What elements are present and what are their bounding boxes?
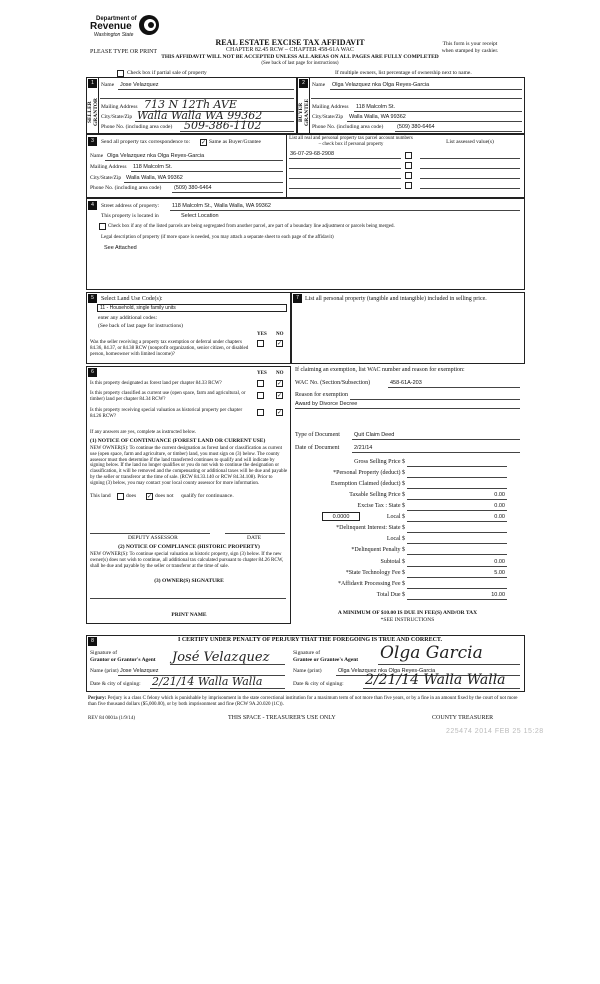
grantor-signature[interactable]: José Velazquez (172, 650, 270, 665)
total-due-label: Total Due $ (376, 592, 405, 598)
grantee-sig-label-2: Grantee or Grantee's Agent (293, 657, 359, 663)
land-use-no-header: NO (276, 332, 284, 337)
tax-corr-mailing[interactable]: 118 Malcolm St. (133, 164, 173, 170)
buyer-mailing-label: Mailing Address (312, 104, 349, 110)
located-in-label: This property is located in (101, 213, 159, 219)
wac-number[interactable]: 458-61A-203 (390, 380, 422, 386)
grantee-sig-label-1: Signature of (293, 650, 321, 656)
excise-state[interactable]: 0.00 (494, 503, 505, 509)
subtotal[interactable]: 0.00 (494, 559, 505, 565)
assessed-header: List assessed value(s) (446, 139, 494, 145)
tax-corr-mailing-label: Mailing Address (90, 164, 127, 170)
logo-dept: Department of (96, 16, 137, 22)
does-label: does (126, 493, 137, 499)
local-tax-label: Local $ (386, 514, 405, 520)
buyer-phone-label: Phone No. (including area code) (312, 124, 384, 130)
county-treasurer-label: COUNTY TREASURER (432, 715, 494, 721)
section-2-number: 2 (299, 79, 308, 88)
certify-statement: I CERTIFY UNDER PENALTY OF PERJURY THAT THE FOREGOING IS TRUE AND CORRECT. (177, 637, 442, 643)
total-due[interactable]: 10.00 (491, 592, 505, 598)
land-use-code: 11 - Household, single family units (100, 305, 176, 311)
tax-corr-name[interactable]: Olga Velazquez nka Olga Reyes-Garcia (107, 153, 205, 159)
parcel-header: List all real and personal property tax parcel account numbers – check box if personal property (289, 136, 413, 147)
forest-q1-no[interactable]: ✓ (277, 380, 283, 387)
grantor-sig-label-2: Grantor or Grantor's Agent (90, 657, 156, 663)
logo-state: Washington State (94, 32, 134, 38)
perjury-text: Perjury is a class C felony which is punishable by imprisonment in the state correctional institution for a maximum term of not more than five years, or by a fine in an amount fixed by the court of not more than five thousand dollars ($5,000.00), or by both imprisonment and fine (RCW 9A.20.020 (1C)). (88, 696, 518, 707)
treasurer-use-only: THIS SPACE - TREASURER'S USE ONLY (228, 715, 336, 721)
tech-fee-label: *State Technology Fee $ (345, 570, 405, 576)
type-or-print: PLEASE TYPE OR PRINT (90, 49, 158, 55)
does-checkbox[interactable] (117, 493, 124, 500)
doc-type[interactable]: Quit Claim Deed (354, 432, 395, 438)
see-instructions-note: *SEE INSTRUCTIONS (380, 617, 435, 623)
taxable-price-label: Taxable Selling Price $ (349, 492, 405, 498)
forest-q3-no[interactable]: ✓ (277, 409, 283, 416)
forest-q3: Is this property receiving special valuation as historical property per chapter 84.26 RCW? (90, 408, 243, 419)
owner-signature-label: (3) OWNER(S) SIGNATURE (154, 578, 224, 584)
delinquent-penalty-label: *Delinquent Penalty $ (351, 547, 405, 553)
legal-description-label: Legal description of property (if more space is needed, you may attach a separate sheet to each page of the affidavit) (101, 235, 334, 240)
tax-corr-city-label: City/State/Zip (90, 175, 122, 181)
forest-q1: Is this property designated as forest land per chapter 84.33 RCW? (90, 381, 222, 386)
excise-state-label: Excise Tax : State $ (357, 503, 405, 509)
parcel-1-personal-checkbox[interactable] (405, 152, 412, 159)
section-3-number: 3 (88, 137, 97, 146)
street-address[interactable]: 118 Malcolm St., Walla Walla, WA 99362 (172, 203, 271, 209)
print-name-label: PRINT NAME (171, 612, 207, 618)
dor-logo (90, 14, 170, 44)
seller-city-label: City/State/Zip (101, 114, 133, 120)
grantee-name[interactable]: Olga Velazquez nka Olga Reyes-Garcia (338, 668, 436, 674)
forest-if-yes: If any answers are yes, complete as instructed below. (90, 430, 197, 435)
notice-1-body: NEW OWNER(S): To continue the current designation as forest land or classification as current use (open space, farm and agriculture, or timber) land, you must sign on (3) below. The county assessor must then determine if the land transferred continues to qualify and will indicate by signing below. If the land no longer qualifies or you do not wish to continue the designation or classification, it will be removed and the compensating or additional taxes will be due and payable by the seller or transferor at the time of sale. (RCW 84.33.140 or RCW 84.34.108). Prior to signing (3) below, you may contact your local county assessor for more information. (90, 446, 288, 486)
grantor-sig-label-1: Signature of (90, 650, 118, 656)
seller-side-label: SELLER GRANTOR (87, 98, 99, 127)
section-1-number: 1 (88, 79, 97, 88)
seller-phone[interactable]: 509-386-1102 (184, 119, 262, 132)
legal-description[interactable]: See Attached (104, 245, 137, 251)
grantee-name-label: Name (print) (293, 668, 322, 674)
tax-corr-city[interactable]: Walla Walla, WA 99362 (126, 175, 183, 181)
section-8-number: 8 (88, 637, 97, 646)
multiple-owners-note: If multiple owners, list percentage of ownership next to name. (335, 70, 472, 76)
land-use-yes-header: YES (257, 332, 267, 337)
forest-no-header: NO (276, 371, 284, 376)
minimum-due-note: A MINIMUM OF $10.00 IS DUE IN FEE(S) AND/OR TAX (337, 610, 478, 616)
seller-mailing-label: Mailing Address (101, 104, 138, 110)
grantor-date-label: Date & city of signing: (90, 681, 141, 687)
exemption-reason[interactable]: Award by Divorce Decree (295, 401, 358, 407)
forest-q1-yes[interactable] (257, 380, 264, 387)
forest-q2: Is this property classified as current use (open space, farm and agricultural, or timber) land per chapter 84.34 RCW? (90, 391, 246, 402)
buyer-name[interactable]: Olga Velazquez nka Olga Reyes-Garcia (332, 82, 430, 88)
additional-codes-label: enter any additional codes: (98, 315, 158, 321)
partial-sale-label: Check box if partial sale of property (127, 70, 207, 76)
notice-2-body: NEW OWNER(S): To continue special valuation as historic property, sign (3) below. If the new owner(s) does not wish to continue, all additional tax calculated pursuant to chapter 84.26 RCW, shall be due and payable by the seller or transferor at the time of sale. (90, 552, 284, 569)
personal-property-deduct-label: *Personal Property (deduct) $ (333, 470, 405, 476)
exemption-question: Was the seller receiving a property tax exemption or deferral under chapters 84.36, 84.37, or 84.38 RCW (nonprofit organization, senior citizen, or disabled person, homeowner with limited income)? (90, 340, 249, 357)
seller-name[interactable]: Jose Velazquez (120, 82, 159, 88)
section-5-number: 5 (88, 294, 97, 303)
treasurer-stamp: 225474 2014 FEB 25 15:28 (446, 728, 544, 735)
logo-revenue: Revenue (90, 21, 132, 32)
same-as-buyer-checkbox[interactable]: ✓ (201, 139, 207, 146)
does-not-checkbox[interactable]: ✓ (147, 493, 153, 500)
exemption-no-checkbox[interactable]: ✓ (277, 340, 283, 347)
segregated-label: Check box if any of the listed parcels are being segregated from another parcel, are part of a boundary line adjustment or parcels being merged. (108, 224, 395, 229)
grantee-date-label: Date & city of signing: (293, 681, 344, 687)
forest-q3-yes[interactable] (257, 409, 264, 416)
local-tax[interactable]: 0.00 (494, 514, 505, 520)
section-4-number: 4 (88, 201, 97, 210)
street-label: Street address of property: (101, 203, 160, 209)
deputy-assessor-label: DEPUTY ASSESSOR (128, 535, 178, 541)
exemption-claimed-label: Exemption Claimed (deduct) $ (330, 481, 405, 487)
land-use-code-select[interactable] (97, 304, 287, 312)
notice-2-title: (2) NOTICE OF COMPLIANCE (HISTORIC PROPERTY) (118, 544, 260, 550)
exemption-yes-checkbox[interactable] (257, 340, 264, 347)
location-select[interactable]: Select Location (181, 213, 219, 219)
parcel-2-personal-checkbox[interactable] (405, 162, 412, 169)
delinquent-interest-local-label: Local $ (386, 536, 405, 542)
exemption-claim-text: If claiming an exemption, list WAC number and reason for exemption: (295, 367, 465, 373)
gross-price-label: Gross Selling Price $ (354, 459, 405, 465)
qualify-label: qualify for continuance. (181, 493, 234, 499)
perjury-label: Perjury: (88, 696, 107, 701)
seller-phone-label: Phone No. (including area code) (101, 124, 173, 130)
taxable-price[interactable]: 0.00 (494, 492, 505, 498)
processing-fee-label: *Affidavit Processing Fee $ (337, 581, 405, 587)
buyer-name-label: Name (312, 82, 326, 88)
section-7-number: 7 (293, 294, 302, 303)
delinquent-interest-state-label: *Delinquent Interest: State $ (336, 525, 405, 531)
form-subtitle: CHAPTER 82.45 RCW – CHAPTER 458-61A WAC (226, 47, 354, 53)
personal-property-text: List all personal property (tangible and intangible) included in selling price. (305, 296, 487, 302)
tax-corr-phone[interactable]: (509) 380-6464 (174, 185, 212, 191)
parcel-3-personal-checkbox[interactable] (405, 172, 412, 179)
same-as-buyer-label: Same as Buyer/Grantee (209, 139, 261, 145)
see-back-instructions: (See back of last page for instructions) (261, 61, 339, 66)
wac-label: WAC No. (Section/Subsection) (295, 380, 371, 386)
doc-type-label: Type of Document (295, 432, 340, 438)
dor-logo-icon (138, 14, 160, 36)
receipt-line-2: when stamped by cashier. (441, 48, 499, 54)
perjury-notice (88, 696, 524, 708)
buyer-phone[interactable]: (509) 380-6464 (397, 124, 435, 130)
partial-sale-checkbox[interactable] (117, 70, 124, 77)
forest-q2-yes[interactable] (257, 392, 264, 399)
buyer-city[interactable]: Walla Walla, WA 99362 (349, 114, 406, 120)
grantor-name[interactable]: Jose Velazquez (120, 668, 159, 674)
seller-city[interactable]: Walla Walla WA 99362 (137, 109, 263, 122)
buyer-side-label: BUYER GRANTEE (298, 98, 310, 126)
grantor-name-label: Name (print) (90, 668, 119, 674)
seller-mailing[interactable]: 713 N 12Th AVE (144, 98, 237, 111)
deputy-date-label: DATE (247, 535, 262, 541)
does-not-label: does not (155, 493, 174, 499)
segregated-checkbox[interactable] (99, 223, 106, 230)
grantor-date-city[interactable]: 2/21/14 Walla Walla (152, 675, 263, 688)
forest-q2-no[interactable]: ✓ (277, 392, 283, 399)
tax-corr-name-label: Name (90, 153, 104, 159)
form-title: REAL ESTATE EXCISE TAX AFFIDAVIT (215, 38, 365, 47)
tax-corr-phone-label: Phone No. (including area code) (90, 185, 162, 191)
buyer-mailing[interactable]: 118 Malcolm St. (356, 104, 396, 110)
section-4-property (86, 198, 525, 290)
doc-date[interactable]: 2/21/14 (354, 445, 373, 451)
grantee-date-city[interactable]: 2/21/14 Walla Walla (365, 672, 506, 688)
subtotal-label: Subtotal $ (380, 559, 405, 565)
tax-corr-label: Send all property tax correspondence to: (101, 139, 191, 145)
form-warning: THIS AFFIDAVIT WILL NOT BE ACCEPTED UNLESS ALL AREAS ON ALL PAGES ARE FULLY COMPLETED (161, 54, 439, 60)
grantee-signature[interactable]: Olga Garcia (380, 643, 483, 663)
receipt-line-1: This form is your receipt (442, 41, 498, 47)
section-6-number: 6 (88, 368, 97, 377)
doc-date-label: Date of Document (295, 445, 340, 451)
parcel-4-personal-checkbox[interactable] (405, 182, 412, 189)
local-rate: 0.0000 (332, 514, 350, 520)
tech-fee[interactable]: 5.00 (494, 570, 505, 576)
local-rate-box[interactable] (322, 512, 360, 521)
notice-1-title: (1) NOTICE OF CONTINUANCE (FOREST LAND OR CURRENT USE) (90, 438, 266, 444)
land-use-see-back: (See back of last page for instructions) (98, 323, 183, 329)
rev-form-number: REV 84 0001a (1/9/14) (88, 716, 135, 721)
land-use-label: Select Land Use Code(s): (101, 296, 163, 302)
parcel-1[interactable]: 36-07-29-68-2908 (290, 151, 335, 157)
forest-yes-header: YES (257, 371, 267, 376)
buyer-city-label: City/State/Zip (312, 114, 344, 120)
this-land-label: This land (90, 493, 111, 499)
seller-name-label: Name (101, 82, 115, 88)
exemption-reason-label: Reason for exemption (295, 392, 348, 398)
